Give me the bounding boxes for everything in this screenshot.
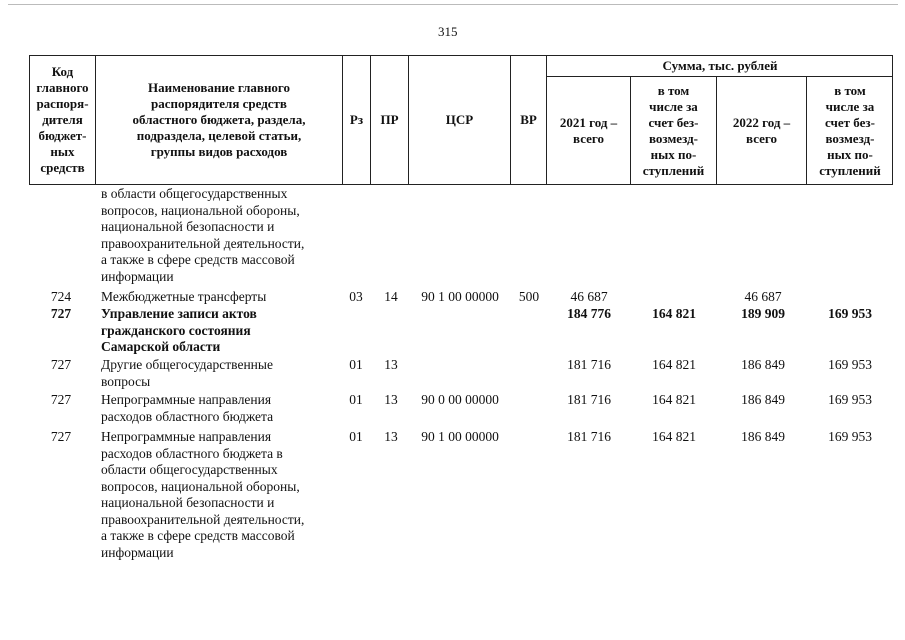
cell-code: 727 [50,392,72,407]
cell-name: в области общегосударственных вопросов, национальной обороны, национальной безопасности и правоохранительной деятельности, а также в сфере средств массовой информации [101,186,305,284]
header-csr: ЦСР [445,112,474,127]
cell-pr: 13 [384,392,398,407]
header-pr: ПР [380,112,399,127]
cell-name: Непрограммные направления расходов областного бюджета [101,392,274,424]
cell-rz: 03 [349,289,363,304]
cell-csr: 90 1 00 00000 [421,289,499,304]
header-code: Код главного распоря- дителя бюджет- ных средств [36,64,89,175]
cell-s21: 181 716 [567,357,611,372]
header-2021-total: 2021 год – всего [559,114,618,146]
cell-s21b: 164 821 [652,357,696,372]
cell-name: Управление записи актов гражданского состояния Самарской области [101,306,257,354]
header-vr: ВР [520,112,537,127]
cell-code: 727 [50,429,72,444]
cell-csr: 90 1 00 00000 [421,429,499,444]
cell-code: 727 [50,357,72,372]
header-rz: Рз [349,112,364,127]
page-number: 315 [438,24,458,39]
cell-s21b: 164 821 [652,392,696,407]
header-2022-total: 2022 год – всего [732,114,791,146]
cell-csr: 90 0 00 00000 [421,392,499,407]
header-2022-free: в том числе за счет без- возмезд- ных по- ступлений [819,82,881,178]
cell-s22b: 169 953 [828,306,872,321]
top-border-line [8,4,898,5]
cell-s21: 181 716 [567,392,611,407]
cell-s21: 184 776 [567,306,611,321]
cell-rz: 01 [349,429,363,444]
cell-s21b: 164 821 [652,429,696,444]
cell-s22: 186 849 [741,357,785,372]
cell-s22: 189 909 [741,306,785,321]
cell-s22b: 169 953 [828,392,872,407]
cell-pr: 14 [384,289,398,304]
cell-code: 724 [50,289,72,304]
cell-s22b: 169 953 [828,357,872,372]
cell-s22: 186 849 [741,392,785,407]
cell-vr: 500 [518,289,540,304]
cell-rz: 01 [349,392,363,407]
cell-pr: 13 [384,429,398,444]
cell-name: Межбюджетные трансферты [101,289,267,304]
header-2021-free: в том числе за счет без- возмезд- ных по- ступлений [642,82,705,178]
cell-s21: 181 716 [567,429,611,444]
cell-s21b: 164 821 [652,306,696,321]
cell-pr: 13 [384,357,398,372]
cell-s22: 186 849 [741,429,785,444]
cell-s21: 46 687 [570,289,608,304]
cell-rz: 01 [349,357,363,372]
cell-name: Другие общегосударственные вопросы [101,357,273,389]
cell-name: Непрограммные направления расходов областного бюджета в области общегосударственных вопросов, национальной обороны, национальной безопасности и правоохранительной деятельности, а также в сфере средств массовой информации [101,429,305,560]
cell-code: 727 [50,306,72,321]
cell-s22b: 169 953 [828,429,872,444]
header-sum: Сумма, тыс. рублей [662,58,778,73]
cell-s22: 46 687 [744,289,782,304]
header-name: Наименование главного распорядителя средств областного бюджета, раздела, подраздела, целевой статьи, группы видов расходов [132,80,306,159]
